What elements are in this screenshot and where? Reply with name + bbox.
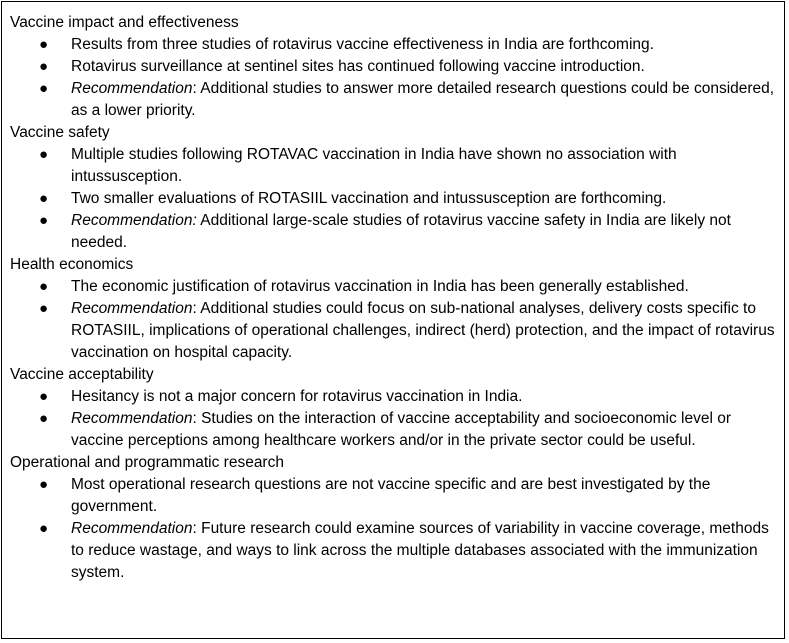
bullet-icon: ●	[39, 80, 49, 97]
bullet-list	[10, 144, 776, 254]
item-text: : Future research could examine sources of variability in vaccine coverage, methods to reduce wastage, and ways to link across the multiple databases associated with the immunization system.	[71, 520, 769, 581]
bullet-list	[10, 474, 776, 584]
list-item	[10, 386, 776, 408]
list-item	[10, 408, 776, 452]
section-vaccine-impact	[10, 12, 776, 122]
section-operational-research	[10, 452, 776, 584]
recommendation-label: Recommendation	[71, 410, 193, 427]
list-item	[10, 56, 776, 78]
list-item	[10, 78, 776, 122]
item-text: Hesitancy is not a major concern for rotavirus vaccination in India.	[71, 388, 523, 405]
bullet-icon: ●	[39, 36, 49, 53]
bullet-list	[10, 386, 776, 452]
recommendation-label: Recommendation	[71, 520, 193, 537]
section-heading: Vaccine safety	[10, 124, 110, 141]
list-item	[10, 276, 776, 298]
bullet-icon: ●	[39, 58, 49, 75]
bullet-icon: ●	[39, 410, 49, 427]
summary-box	[1, 1, 785, 639]
item-text: Two smaller evaluations of ROTASIIL vaccination and intussusception are forthcoming.	[71, 190, 667, 207]
bullet-icon: ●	[39, 278, 49, 295]
section-heading: Operational and programmatic research	[10, 454, 284, 471]
bullet-icon: ●	[39, 520, 49, 537]
item-text: : Additional studies to answer more detailed research questions could be considered, as a lower priority.	[71, 80, 775, 119]
recommendation-label: Recommendation	[71, 80, 193, 97]
list-item	[10, 210, 776, 254]
item-text: Multiple studies following ROTAVAC vaccination in India have shown no association with intussusception.	[71, 146, 677, 185]
bullet-icon: ●	[39, 146, 49, 163]
item-text: Most operational research questions are not vaccine specific and are best investigated by the government.	[71, 476, 711, 515]
bullet-icon: ●	[39, 212, 49, 229]
section-health-economics	[10, 254, 776, 364]
section-vaccine-acceptability	[10, 364, 776, 452]
list-item	[10, 144, 776, 188]
item-text: Rotavirus surveillance at sentinel sites has continued following vaccine introduction.	[71, 58, 645, 75]
section-heading: Vaccine acceptability	[10, 366, 154, 383]
bullet-icon: ●	[39, 476, 49, 493]
bullet-list	[10, 276, 776, 364]
list-item	[10, 188, 776, 210]
list-item	[10, 474, 776, 518]
bullet-icon: ●	[39, 300, 49, 317]
item-text: Results from three studies of rotavirus vaccine effectiveness in India are forthcoming.	[71, 36, 654, 53]
item-text: : Studies on the interaction of vaccine acceptability and socioeconomic level or vaccine perceptions among healthcare workers and/or in the private sector could be useful.	[71, 410, 731, 449]
list-item	[10, 298, 776, 364]
item-text: The economic justification of rotavirus vaccination in India has been generally established.	[71, 278, 689, 295]
section-vaccine-safety	[10, 122, 776, 254]
list-item	[10, 34, 776, 56]
bullet-list	[10, 34, 776, 122]
section-heading: Vaccine impact and effectiveness	[10, 14, 239, 31]
recommendation-label: Recommendation	[71, 300, 193, 317]
bullet-icon: ●	[39, 190, 49, 207]
recommendation-label: Recommendation:	[71, 212, 197, 229]
bullet-icon: ●	[39, 388, 49, 405]
item-text: : Additional studies could focus on sub-national analyses, delivery costs specific to ROTASIIL, implications of operational challenges, indirect (herd) protection, and the impact of rotavirus vaccination on hospital capacity.	[71, 300, 775, 361]
item-text: Additional large-scale studies of rotavirus vaccine safety in India are likely not needed.	[71, 212, 731, 251]
list-item	[10, 518, 776, 584]
section-heading: Health economics	[10, 256, 134, 273]
